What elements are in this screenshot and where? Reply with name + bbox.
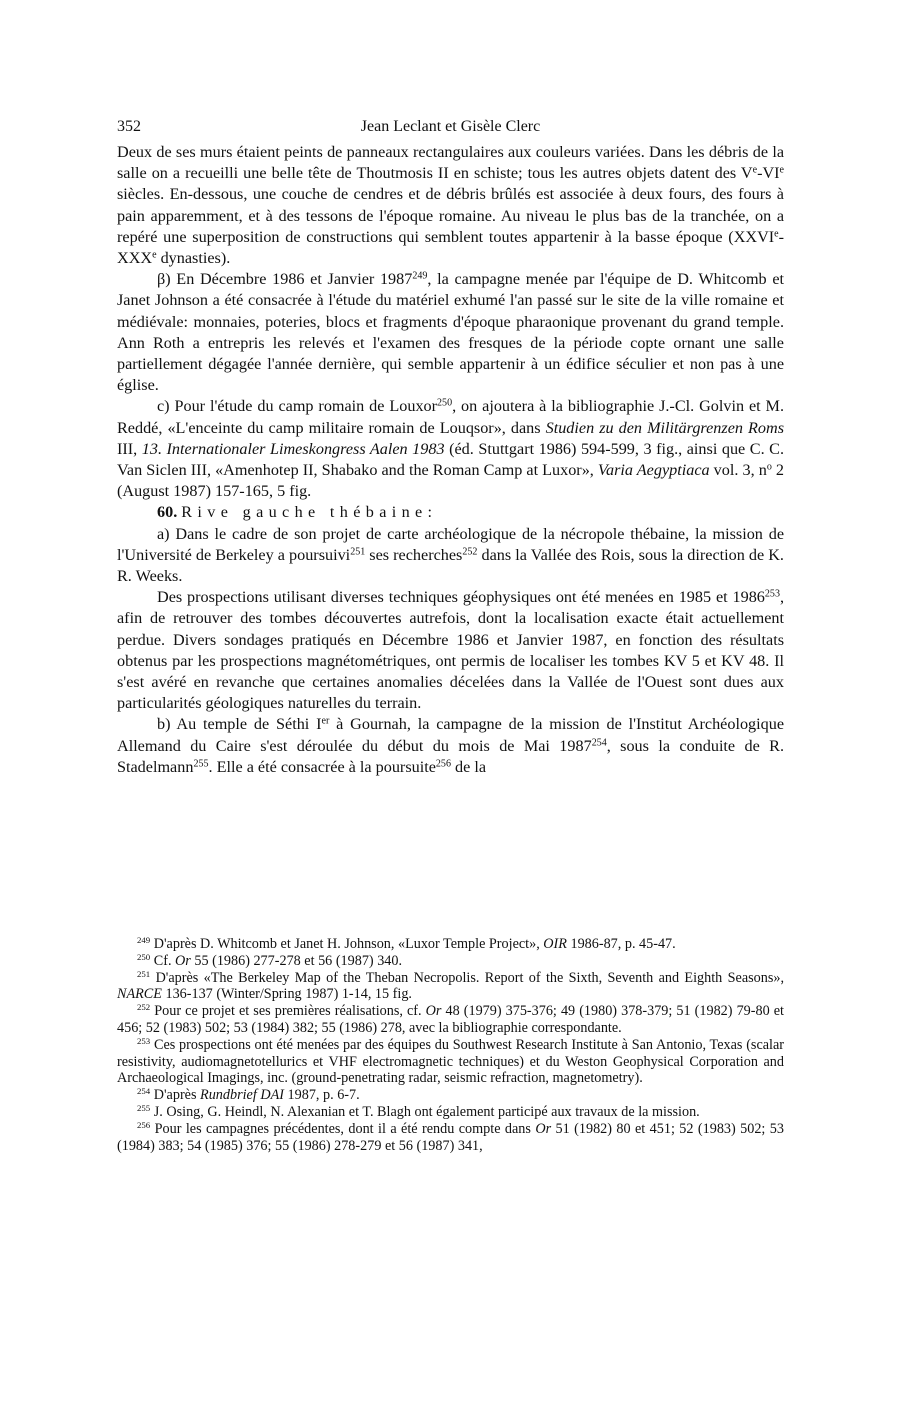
footnote-ref[interactable]: 256 [435, 758, 451, 770]
paragraph-a: a) Dans le cadre de son projet de carte archéologique de la nécropole thébaine, la mission de l'Université de Berkeley a poursuivi$^{251}$ ses recherches$^{252}$ dans la Vallée des Rois, sous la direction de K. R. Weeks. [117, 524, 784, 586]
footnote-ref[interactable]: 251 [350, 546, 366, 558]
section-number: 60. [157, 503, 178, 522]
footnote-ref[interactable]: 253 [764, 588, 780, 600]
footnote-250: $^{250}$ Cf. Or 55 (1986) 277-278 et 56 (1987) 340. [137, 951, 403, 969]
page [117, 112, 784, 778]
footnote-256: $^{256}$ Pour les campagnes précédentes, dont il a été rendu compte dans Or 51 (1982) 80 et 451; 52 (1983) 502; 53 (1984) 383; 54 (1985) 376; 55 (1986) 278-279 et 56 (1987) 341, [117, 1119, 784, 1154]
footnote-249: $^{249}$ D'après D. Whitcomb et Janet H. Johnson, «Luxor Temple Project», OIR 1986-87, p. 45-47. [137, 935, 676, 952]
section-heading [117, 502, 784, 523]
footnote-252: $^{252}$ Pour ce projet et ses premières réalisations, cf. Or 48 (1979) 375-376; 49 (1980) 378-379; 51 (1982) 79-80 et 456; 52 (1983) 502; 53 (1984) 382; 55 (1986) 278, avec la bibliographie correspondante. [117, 1002, 784, 1036]
footnote-ref[interactable]: 254 [591, 737, 607, 749]
running-title: Jean Leclant et Gisèle Clerc [360, 118, 541, 135]
section-title: Rive gauche thébaine: [181, 503, 438, 522]
footnote-251: $^{251}$ D'après «The Berkeley Map of the Theban Necropolis. Report of the Sixth, Seventh and Eighth Seasons», NARCE 136-137 (Winter/Spring 1987) 1-14, 15 fig. [117, 968, 784, 1003]
footnote-ref[interactable]: 255 [193, 758, 209, 770]
paragraph-b: b) Au temple de Séthi Ier à Gournah, la campagne de la mission de l'Institut Archéologique Allemand du Caire s'est déroulée du début du mois de Mai 1987$^{254}$, sous la conduite de R. Stadelmann$^{255}$. Elle a été consacrée à la poursuite$^{256}$ de la [117, 715, 784, 776]
footnote-ref[interactable]: 252 [462, 546, 478, 558]
paragraph-prospections: Des prospections utilisant diverses techniques géophysiques ont été menées en 1985 et 1986$^{253}$, afin de retrouver des tombes découvertes autrefois, dont la localisation exacte était actuellement perdue. Divers sondages pratiqués en Décembre 1986 et Janvier 1987, en fonction des résultats obtenus par les prospections magnétométriques, ont permis de localiser les tombes KV 5 et KV 48. Il s'est avéré en revanche que certaines anomalies décelées dans la Vallée de l'Ouest sont dues aux particularités géologiques naturelles du terrain. [117, 588, 784, 713]
main-text [117, 142, 784, 778]
footnote-ref[interactable]: 249 [412, 270, 428, 282]
footnote-ref[interactable]: 250 [437, 397, 453, 409]
paragraph-1: Deux de ses murs étaient peints de panneaux rectangulaires aux couleurs variées. Dans les débris de la salle on a recueilli une belle tête de Thoutmosis II en schiste; tous les autres objets datent des Ve-VIe siècles. En-dessous, une couche de cendres et de débris brûlés est associée à deux fours, des fours à pain apparemment, et à des tessons de l'époque romaine. Au niveau le plus bas de la tranchée, on a repéré une superposition de constructions qui semblent toutes appartenir à la basse époque (XXVIe-XXXe dynasties). [117, 143, 784, 268]
footnotes [117, 936, 784, 1154]
footnote-255: $^{255}$ J. Osing, G. Heindl, N. Alexanian et T. Blagh ont également participé aux travaux de la mission. [137, 1103, 700, 1120]
page-number: 352 [117, 118, 141, 135]
paragraph-beta: β) En Décembre 1986 et Janvier 1987$^{249}$, la campagne menée par l'équipe de D. Whitcomb et Janet Johnson a été consacrée à l'étude du matériel exhumé l'an passé sur le site de la ville romaine et médiévale: monnaies, poteries, blocs et fragments d'époque pharaonique provenant du grand temple. Ann Roth a entrepris les relevés et l'examen des fresques de la période copte ornant une salle partiellement dégagée l'année dernière, qui semble appartenir à un édifice séculier et non pas à une église. [117, 270, 785, 395]
footnote-254: $^{254}$ D'après Rundbrief DAI 1987, p. 6-7. [137, 1086, 360, 1104]
paragraph-c: c) Pour l'étude du camp romain de Louxor$^{250}$, on ajoutera à la bibliographie J.-Cl. Golvin et M. Reddé, «L'enceinte du camp militaire romain de Louqsor», dans Studien zu den Militärgrenzen Roms III, 13. Internationaler Limeskongress Aalen 1983 (éd. Stuttgart 1986) 594-599, 3 fig., ainsi que C. C. Van Siclen III, «Amenhotep II, Shabako and the Roman Camp at Luxor», Varia Aegyptiaca vol. 3, $n^o$ 2 (August 1987) 157-165, 5 fig. [117, 397, 785, 501]
running-header [117, 112, 784, 142]
footnote-253: $^{253}$ Ces prospections ont été menées par des équipes du Southwest Research Institute à San Antonio, Texas (scalar resistivity, audiomagnetotellurics et VHF electromagnetic techniques) et du Weston Geophysical Corporation and Archaeological Imagings, inc. (ground-penetrating radar, seismic refraction, magnetometry). [117, 1035, 784, 1087]
